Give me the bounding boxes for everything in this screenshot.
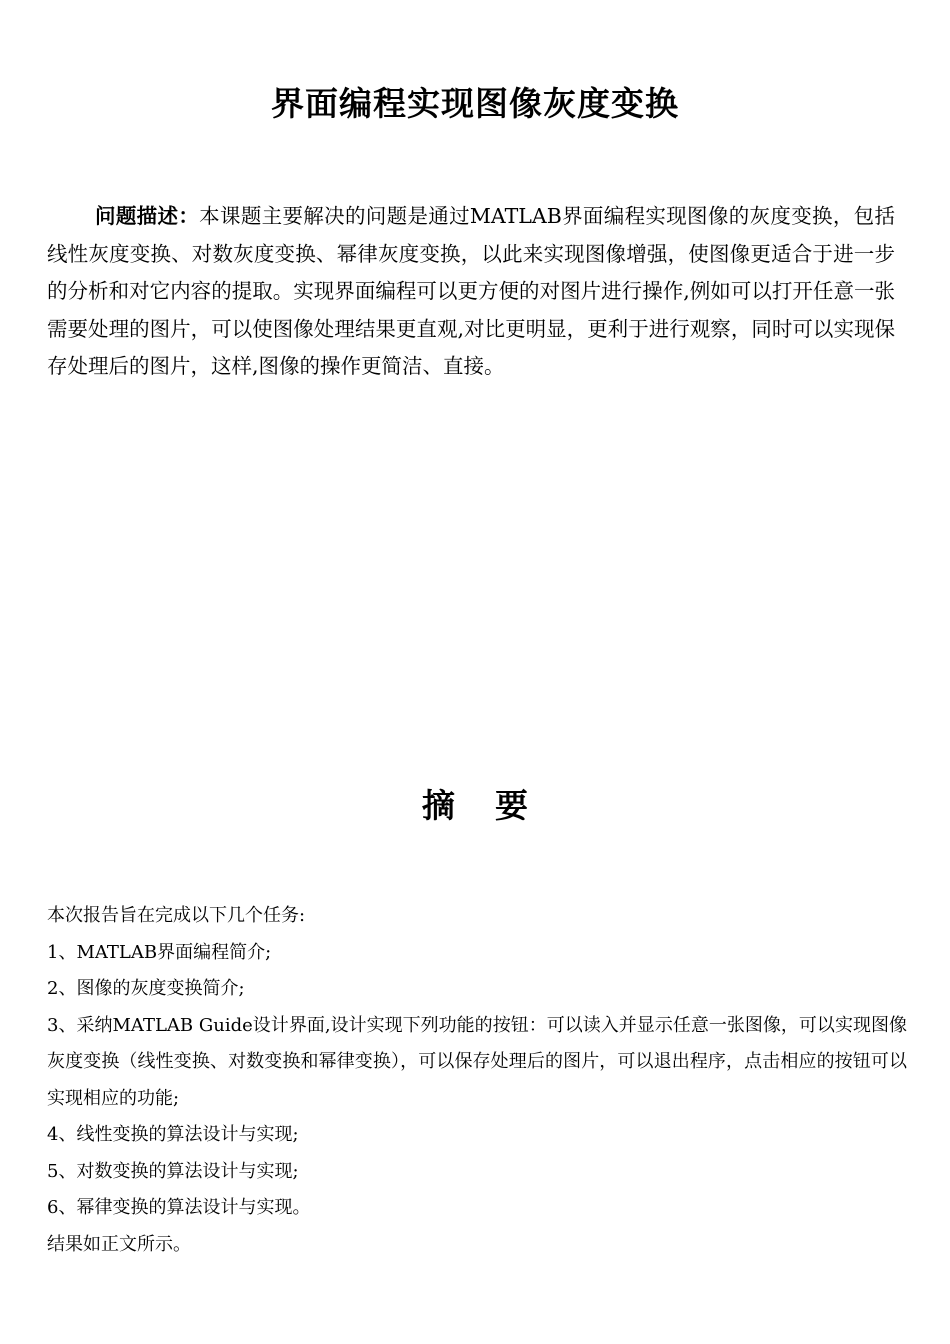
task-item-3: 3、采纳MATLAB Guide设计界面,设计实现下列功能的按钮：可以读入并显示任意一张图像，可以实现图像灰度变换（线性变换、对数变换和幂律变换），可以保存处理后的图片，可以退出程序，点击相应的按钮可以实现相应的功能; — [47, 1014, 907, 1109]
task-item-2: 2、图像的灰度变换简介; — [47, 978, 245, 999]
document-title: 界面编程实现图像灰度变换 — [271, 84, 679, 123]
abstract-intro: 本次报告旨在完成以下几个任务: — [47, 905, 306, 926]
problem-text: 本课题主要解决的问题是通过MATLAB界面编程实现图像的灰度变换，包括线性灰度变换、对数灰度变换、幂律灰度变换，以此来实现图像增强，使图像更适合于进一步的分析和对它内容的提取。实现界面编程可以更方便的对图片进行操作,例如可以打开任意一张需要处理的图片，可以使图像处理结果更直观,对比更明显，更利于进行观察，同时可以实现保存处理后的图片，这样,图像的操作更简洁、直接。 — [47, 204, 896, 378]
task-item-6: 6、幂律变换的算法设计与实现。 — [47, 1197, 311, 1218]
abstract-body — [47, 898, 907, 1263]
abstract-heading — [0, 780, 950, 827]
task-item-4: 4、线性变换的算法设计与实现; — [47, 1124, 299, 1145]
task-item-1: 1、MATLAB界面编程简介; — [47, 941, 272, 963]
abstract-heading-right: 要 — [495, 786, 528, 825]
abstract-conclusion: 结果如正文所示。 — [47, 1233, 191, 1255]
task-item-5: 5、对数变换的算法设计与实现; — [47, 1160, 299, 1182]
problem-label: 问题描述： — [95, 204, 200, 228]
abstract-heading-left: 摘 — [422, 786, 455, 825]
problem-description — [47, 198, 895, 386]
